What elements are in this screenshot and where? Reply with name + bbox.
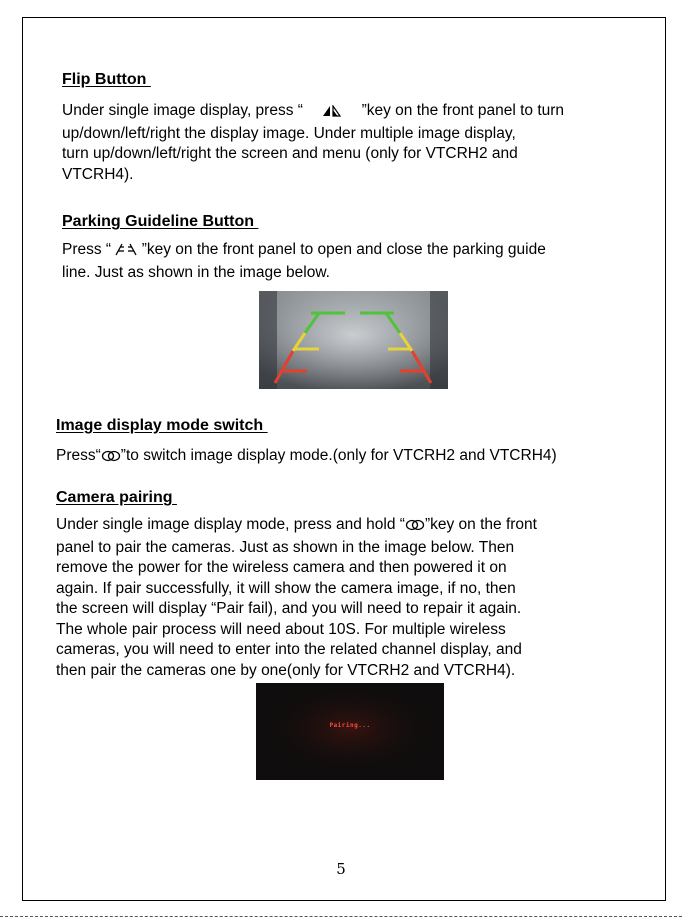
flip-button-heading: Flip Button xyxy=(62,71,151,88)
camera-pairing-heading: Camera pairing xyxy=(56,489,177,506)
cut-line xyxy=(0,916,682,917)
flip-text-end: ”key on the front panel to turn xyxy=(361,102,565,119)
camera-pairing-paragraph xyxy=(56,515,537,681)
pairing-line-7: cameras, you will need to enter into the related channel display, and xyxy=(56,641,522,658)
flip-line-3: turn up/down/left/right the screen and menu (only for VTCRH2 and xyxy=(62,145,518,162)
pairing-line-5: the screen will display “Pair fail), and you will need to repair it again. xyxy=(56,600,522,617)
pairing-screen-photo xyxy=(256,683,444,780)
parking-text-end: ”key on the front panel to open and close the parking guide xyxy=(141,241,546,258)
display-mode-paragraph xyxy=(56,446,557,469)
display-mode-text-end: ”to switch image display mode.(only for VTCRH2 and VTCRH4) xyxy=(120,447,557,464)
pairing-line-2: panel to pair the cameras. Just as shown in the image below. Then xyxy=(56,538,515,556)
pairing-text-end: ”key on the front xyxy=(424,516,537,533)
page-number: 5 xyxy=(336,860,346,878)
pairing-line-6: The whole pair process will need about 10S. For multiple wireless xyxy=(56,620,506,638)
flip-triangles-icon xyxy=(307,103,357,124)
parking-lines-icon xyxy=(115,242,137,263)
pairing-line-8: then pair the cameras one by one(only for VTCRH2 and VTCRH4). xyxy=(56,661,516,679)
pairing-line-3: remove the power for the wireless camera and then powered it on xyxy=(56,559,507,576)
parking-line-2: line. Just as shown in the image below. xyxy=(62,263,330,281)
pairing-status-text: Pairing... xyxy=(329,722,371,729)
flip-text-start: Under single image display, press “ xyxy=(62,102,303,119)
flip-line-2: up/down/left/right the display image. Under multiple image display, xyxy=(62,124,516,142)
parking-text-start: Press “ xyxy=(62,241,112,258)
parking-guideline-paragraph xyxy=(62,240,546,283)
display-mode-icon xyxy=(405,517,425,538)
parking-guideline-heading: Parking Guideline Button xyxy=(62,213,259,230)
display-mode-heading: Image display mode switch xyxy=(56,417,268,434)
display-mode-text-start: Press“ xyxy=(56,447,101,464)
pairing-line-4: again. If pair successfully, it will show the camera image, if no, then xyxy=(56,579,516,597)
flip-button-paragraph xyxy=(62,101,564,185)
display-mode-icon xyxy=(101,448,121,469)
flip-line-4: VTCRH4). xyxy=(62,165,134,183)
pairing-text-start: Under single image display mode, press and hold “ xyxy=(56,516,405,533)
parking-guideline-photo xyxy=(259,291,448,389)
